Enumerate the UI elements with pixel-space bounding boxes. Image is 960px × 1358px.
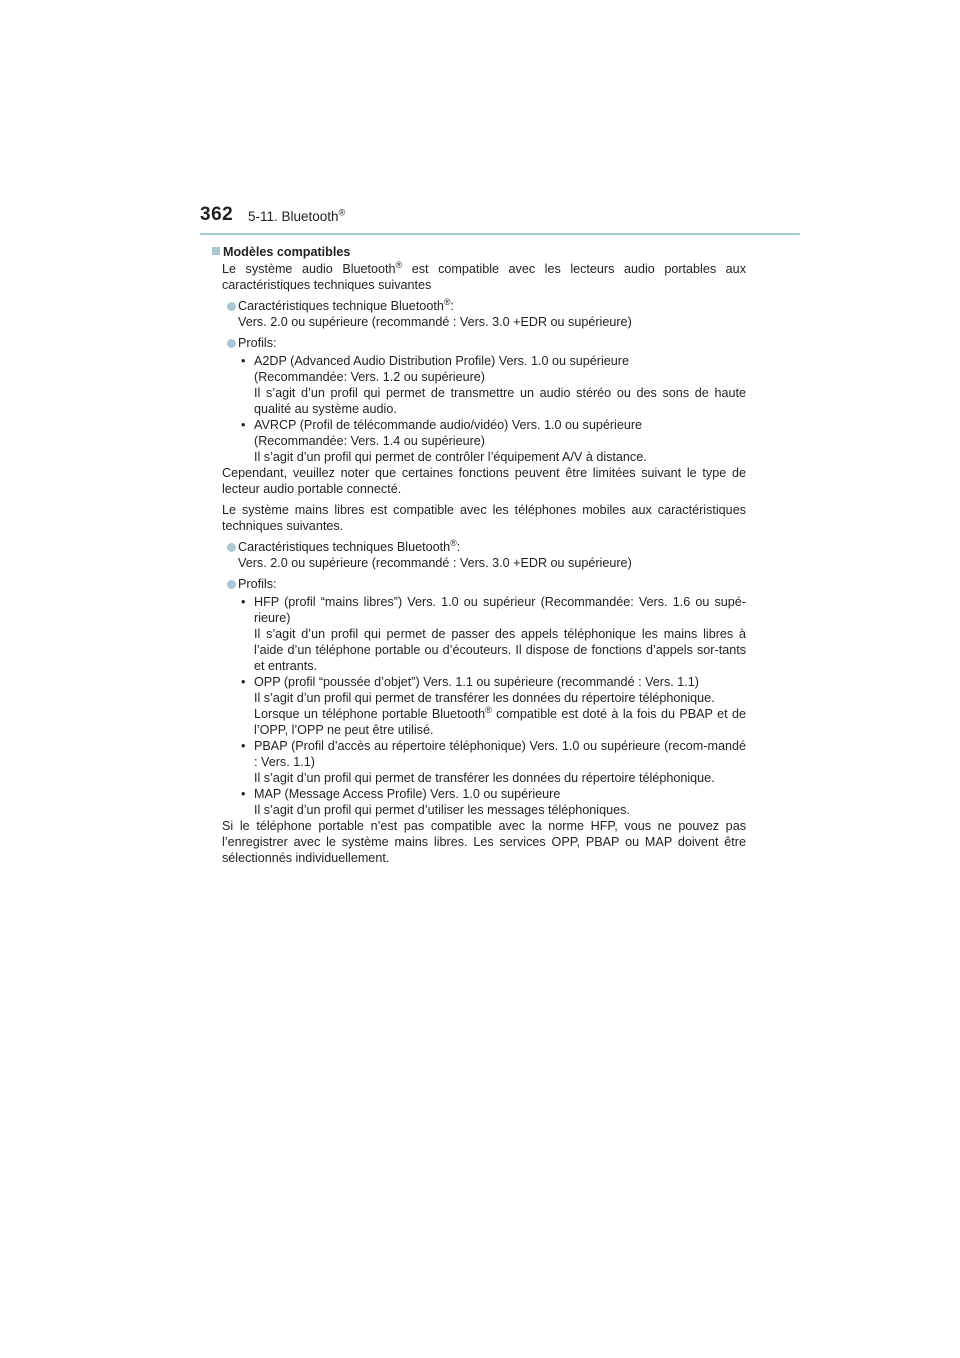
audio-spec-value: Vers. 2.0 ou supérieure (recommandé : Vers. 3.0 +EDR ou supérieure) [238,315,632,329]
square-bullet-icon [212,247,220,255]
round-bullet-icon [227,580,236,589]
profile-opp: • OPP (profil “poussée d’objet”) Vers. 1.1 ou supérieure (recommandé : Vers. 1.1) Il s’agit d’un profil qui permet de transférer les données du répertoire téléphonique. Lorsque un téléphone portable Bluetooth® compatible est doté à la fois du PBAP et de l’OPP, l’OPP ne peut être utilisé. [227,674,746,738]
audio-note: Cependant, veuillez noter que certaines fonctions peuvent être limitées suivant le type de lecteur audio portable connecté. [222,466,746,496]
phone-profile-list [222,594,746,818]
profile-a2dp: • A2DP (Advanced Audio Distribution Profile) Vers. 1.0 ou supérieure (Recommandée: Vers. 1.2 ou supérieure) Il s’agit d’un profil qui permet de transmettre un audio stéréo ou des sons de haute qualité au système audio. [227,353,746,417]
audio-intro: Le système audio Bluetooth® est compatible avec les lecteurs audio portables aux caractéristiques techniques suivantes [222,259,746,292]
phone-spec-value: Vers. 2.0 ou supérieure (recommandé : Vers. 3.0 +EDR ou supérieure) [238,556,632,570]
page-content [222,244,746,866]
phone-spec-item: Caractéristiques techniques Bluetooth®: Vers. 2.0 ou supérieure (recommandé : Vers. 3.0 +EDR ou supérieure) [227,539,746,571]
page-number: 362 [200,204,234,225]
profile-map: • MAP (Message Access Profile) Vers. 1.0 ou supérieure Il s’agit d’un profil qui permet d’utiliser les messages téléphoniques. [227,786,746,818]
audio-profiles-item: Profils: [227,335,746,351]
round-bullet-icon [227,543,236,552]
round-bullet-icon [227,339,236,348]
section-title: 5-11. Bluetooth® [248,207,346,224]
phone-intro: Le système mains libres est compatible avec les téléphones mobiles aux caractéristiques techniques suivantes. [222,503,746,533]
header-rule [200,233,800,235]
phone-profiles-item: Profils: [227,576,746,592]
profile-pbap: • PBAP (Profil d’accès au répertoire téléphonique) Vers. 1.0 ou supérieure (recom-mandé : Vers. 1.1) Il s’agit d’un profil qui permet de transférer les données du répertoire téléphonique. [227,738,746,786]
audio-spec-item: Caractéristiques technique Bluetooth®: Vers. 2.0 ou supérieure (recommandé : Vers. 3.0 +EDR ou supérieure) [227,298,746,330]
section-heading: Modèles compatibles [212,244,746,260]
page-header [200,204,800,234]
profile-avrcp: • AVRCP (Profil de télécommande audio/vidéo) Vers. 1.0 ou supérieure (Recommandée: Vers. 1.4 ou supérieure) Il s’agit d’un profil qui permet de contrôler l’équipement A/V à distance. [227,417,746,465]
round-bullet-icon [227,302,236,311]
profile-hfp: • HFP (profil “mains libres”) Vers. 1.0 ou supérieur (Recommandée: Vers. 1.6 ou supé-rieure) Il s’agit d’un profil qui permet de passer des appels téléphonique les mains libres à l’aide d’un téléphone portable ou d’écouteurs. Il dispose de fonctions d’appels sor-tants et entrants. [227,594,746,674]
phone-note: Si le téléphone portable n’est pas compatible avec la norme HFP, vous ne pouvez pas l’enregistrer avec le système mains libres. Les services OPP, PBAP ou MAP doivent être sélectionnés individuellement. [222,819,746,865]
audio-profile-list [222,353,746,465]
